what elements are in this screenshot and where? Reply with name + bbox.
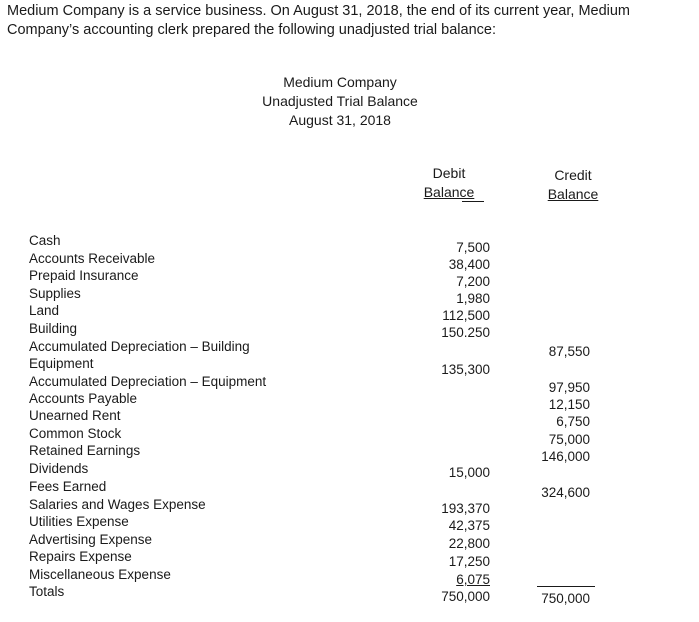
account-row <box>0 513 699 531</box>
account-row <box>0 250 699 268</box>
credit-header-line-2: Balance <box>547 186 599 202</box>
company-name: Medium Company <box>283 74 397 90</box>
account-name: Utilities Expense <box>29 514 129 529</box>
account-name: Miscellaneous Expense <box>29 567 171 582</box>
account-name: Salaries and Wages Expense <box>29 497 206 512</box>
account-name: Retained Earnings <box>29 443 141 458</box>
account-name: Accounts Receivable <box>29 251 156 266</box>
debit-amount: 38,400 <box>448 257 490 272</box>
account-name: Accumulated Depreciation – Equipment <box>29 374 267 389</box>
credit-header-line-1: Credit <box>554 167 592 183</box>
debit-amount: 135,300 <box>441 362 490 377</box>
report-title: Unadjusted Trial Balance <box>262 93 418 109</box>
credit-total-rule <box>537 586 595 587</box>
credit-amount: 6,750 <box>556 414 590 429</box>
account-name: Dividends <box>29 461 89 476</box>
account-row <box>0 285 699 303</box>
debit-amount: 1,980 <box>456 291 490 306</box>
credit-total: 750,000 <box>541 591 590 606</box>
debit-amount: 15,000 <box>448 465 490 480</box>
totals-label: Totals <box>29 584 65 599</box>
debit-amount: 6,075 <box>456 572 490 587</box>
credit-amount: 97,950 <box>548 380 590 395</box>
account-row <box>0 355 699 373</box>
credit-amount: 12,150 <box>548 397 590 412</box>
account-name: Repairs Expense <box>29 549 132 564</box>
credit-amount: 87,550 <box>548 344 590 359</box>
debit-amount: 150.250 <box>441 325 490 340</box>
account-row <box>0 531 699 549</box>
account-name: Prepaid Insurance <box>29 268 139 283</box>
credit-amount: 324,600 <box>541 485 590 500</box>
account-row <box>0 442 699 460</box>
account-row <box>0 302 699 320</box>
debit-column-header <box>414 164 484 202</box>
report-heading <box>240 73 440 130</box>
account-name: Cash <box>29 233 61 248</box>
debit-header-line-2: Balance <box>423 184 475 200</box>
debit-amount: 22,800 <box>448 536 490 551</box>
debit-amount: 193,370 <box>441 501 490 516</box>
account-row <box>0 548 699 566</box>
account-name: Supplies <box>29 286 81 301</box>
account-name: Land <box>29 303 60 318</box>
intro-line-1: Medium Company is a service business. On August 31, 2018, the end of its current year, Medium <box>7 3 631 19</box>
problem-statement <box>7 2 687 40</box>
debit-header-line-1: Debit <box>432 165 466 181</box>
account-row <box>0 496 699 514</box>
debit-amount: 17,250 <box>448 554 490 569</box>
account-name: Unearned Rent <box>29 408 121 423</box>
account-row <box>0 267 699 285</box>
debit-header-rule <box>462 201 484 202</box>
account-name: Fees Earned <box>29 479 107 494</box>
debit-total: 750,000 <box>441 589 490 604</box>
account-row <box>0 566 699 584</box>
debit-amount: 112,500 <box>442 308 490 323</box>
account-name: Accounts Payable <box>29 391 138 406</box>
credit-column-header <box>545 166 601 204</box>
account-name: Accumulated Depreciation – Building <box>29 339 250 354</box>
account-row <box>0 460 699 478</box>
credit-amount: 146,000 <box>541 449 590 464</box>
debit-amount: 7,500 <box>456 240 490 255</box>
account-name: Advertising Expense <box>29 532 153 547</box>
account-row <box>0 373 699 391</box>
account-row <box>0 390 699 408</box>
credit-amount: 75,000 <box>548 432 590 447</box>
account-name: Equipment <box>29 356 94 371</box>
account-row <box>0 407 699 425</box>
account-row <box>0 320 699 338</box>
intro-line-2: Company’s accounting clerk prepared the following unadjusted trial balance: <box>7 22 496 38</box>
account-name: Building <box>29 321 78 336</box>
account-name: Common Stock <box>29 426 122 441</box>
account-row <box>0 478 699 496</box>
debit-amount: 7,200 <box>456 274 490 289</box>
account-row <box>0 425 699 443</box>
debit-amount: 42,375 <box>448 518 490 533</box>
account-row <box>0 338 699 356</box>
account-row <box>0 232 699 250</box>
report-date: August 31, 2018 <box>289 112 391 128</box>
